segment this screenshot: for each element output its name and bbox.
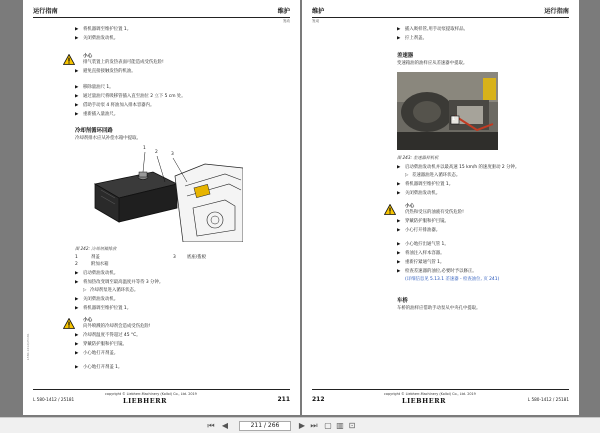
step-text: 关闭柴油发动机。 (405, 191, 441, 196)
bullet-arrow: ▶ (397, 219, 401, 224)
prev-page-icon[interactable]: ◀ (221, 421, 229, 430)
legend-num: 2 (75, 262, 78, 267)
warning-bullet: 小心打开排油器。 (405, 228, 441, 233)
single-page-view-icon[interactable]: ▢ (324, 421, 332, 430)
page-indicator[interactable] (239, 421, 291, 431)
pdf-toolbar (0, 417, 600, 433)
header-section: 维护 (277, 8, 290, 15)
two-page-view-icon[interactable]: ▥ (336, 421, 344, 430)
legend-label: 底座/拨板 (187, 255, 207, 260)
step-text: 重新拧紧通气管 1。 (405, 260, 445, 265)
legend-label: 剂盖 (91, 255, 100, 260)
bullet-arrow: ▶ (75, 306, 79, 311)
step-text: 检查差速器的油位,必要时予以修正。 (405, 269, 477, 274)
page-right (302, 0, 579, 415)
copyright: copyright © Liebherr-Machinery (Kolloi) Co., Ltd. 2019 (105, 392, 197, 396)
last-page-icon[interactable]: ⏭ (310, 421, 318, 430)
bullet-arrow: ▶ (75, 69, 79, 74)
step-text: 将油注入样本容器。 (405, 251, 445, 256)
page-left (23, 0, 300, 415)
next-page-icon[interactable]: ▶ (298, 421, 306, 430)
differential-photo (397, 72, 498, 150)
header-sub: 发动 (312, 19, 320, 23)
warning-label: 小心 (83, 54, 93, 59)
step-text: 将机器调至维护位置 1。 (83, 27, 132, 32)
legend-num: 1 (75, 255, 78, 260)
bullet-arrow: ▶ (397, 191, 401, 196)
step-text: 将机器调至维护位置 1。 (83, 306, 132, 311)
bullet-arrow: ▶ (75, 365, 79, 370)
figure-caption: 图 242: 冷却剂箱排放 (75, 246, 117, 251)
step-text: 移除量油尺 1。 (83, 85, 114, 90)
copyright: copyright © Liebherr-Machinery (Kolloi) Co., Ltd. 2019 (384, 392, 476, 396)
warning-text: 向外喷溅的冷却剂会造成受伤危险! (83, 324, 151, 329)
coolant-tank-figure (75, 146, 243, 242)
bullet-arrow: ▶ (75, 351, 79, 356)
bullet-arrow: ▶ (397, 36, 401, 41)
step-result: 差速器油进入循环状态。 (412, 173, 461, 178)
bullet-arrow: ▶ (397, 242, 401, 247)
page-number: 212 (312, 396, 325, 403)
total-pages: / 266 (263, 422, 280, 429)
bullet-arrow: ▶ (75, 271, 79, 276)
section-title: 冷却剂循环回路 (75, 128, 113, 134)
section-text: 车桥的油样应借助手动泵从中央孔中提取。 (397, 306, 481, 311)
section-title: 车桥 (397, 298, 408, 304)
warning-label: 小心 (83, 318, 93, 323)
photo-callout-1: 1 (452, 117, 456, 122)
bullet-arrow: ▶ (75, 333, 79, 338)
step-text: 关闭柴油发动机。 (83, 36, 119, 41)
bullet-arrow: ▶ (397, 251, 401, 256)
bullet-arrow: ▶ (397, 228, 401, 233)
step-text: 插入吸样管,用手动泵提取样品。 (405, 27, 468, 32)
warning-bullet: 小心地打开剂盖。 (83, 351, 119, 356)
cross-reference-link[interactable]: (详细信息见 5.13.1 差速器 - 检查油位, 页 241) (405, 277, 500, 282)
bullet-arrow: ▶ (75, 280, 79, 285)
warning-triangle-icon (63, 54, 75, 65)
step-text: 小心地打开剂盖 1。 (83, 365, 123, 370)
warning-label: 小心 (405, 204, 415, 209)
bullet-arrow: ▶ (397, 27, 401, 32)
header-chapter: 运行指南 (33, 8, 58, 15)
bullet-arrow: ▶ (397, 165, 401, 170)
callout-1: 1 (143, 146, 146, 151)
current-page[interactable]: 211 (250, 422, 263, 429)
step-text: 重新插入量油尺。 (83, 112, 119, 117)
result-marker: ▷ (83, 288, 87, 293)
fit-page-icon[interactable]: ⊡ (348, 421, 356, 430)
doc-number: L 580-1412 / 25181 (33, 397, 75, 402)
header-sub: 发动 (282, 19, 290, 23)
bullet-arrow: ▶ (397, 182, 401, 187)
result-marker: ▷ (405, 173, 409, 178)
warning-bullet: 冷却剂温度不得超过 45 °C。 (83, 333, 141, 338)
warning-bullet: 穿戴防护服和护目镜。 (83, 342, 127, 347)
liebherr-logo: LIEBHERR (123, 397, 168, 405)
warning-triangle-icon (384, 204, 396, 215)
warning-bullet: 避免直接接触发热的机油。 (83, 69, 136, 74)
section-intro: 冷却剂排水应从补偿水箱中提取。 (75, 136, 141, 141)
step-text: 关闭柴油发动机。 (83, 297, 119, 302)
bullet-arrow: ▶ (75, 85, 79, 90)
liebherr-logo: LIEBHERR (402, 397, 447, 405)
bullet-arrow: ▶ (75, 342, 79, 347)
bullet-arrow: ▶ (75, 112, 79, 117)
legend-label: 附加水箱 (91, 262, 109, 267)
step-text: 小心地拧出通气管 1。 (405, 242, 449, 247)
side-doc-code: L580-1412/25181 (26, 333, 30, 360)
header-section: 维护 (312, 8, 325, 15)
footer-rule (312, 389, 569, 390)
header-chapter: 运行指南 (544, 8, 569, 15)
page-header (312, 4, 569, 23)
section-title: 差速器 (397, 53, 414, 59)
section-intro: 变速箱油的油样应从差速器中提取。 (397, 61, 468, 66)
figure-caption: 图 243: 差速器样机机 (397, 155, 439, 160)
warning-text: 排气装置上的发热表面可能造成受伤危险! (83, 60, 164, 65)
step-text: 借助手动泵 4 将油加入排本容器内。 (83, 103, 155, 108)
footer-rule (33, 389, 290, 390)
step-text: 将加热改变调至最高温度并等待 3 分钟。 (83, 280, 164, 285)
bullet-arrow: ▶ (75, 94, 79, 99)
bullet-arrow: ▶ (75, 27, 79, 32)
step-text: 启动柴油发动机。 (83, 271, 119, 276)
warning-text: 仍热和受压的油液有受伤危险! (405, 210, 464, 215)
page-header (33, 4, 290, 23)
bullet-arrow: ▶ (75, 297, 79, 302)
step-text: 拧上剂盖。 (405, 36, 427, 41)
callout-3: 3 (171, 152, 174, 157)
bullet-arrow: ▶ (75, 103, 79, 108)
callout-2: 2 (155, 150, 158, 155)
bullet-arrow: ▶ (75, 36, 79, 41)
step-text: 通过量油尺将吸移管插入直至油位 2 立下 5 cm 处。 (83, 94, 186, 99)
step-text: 启动柴油发动机并以最高速 15 km/h 的速度驱动 2 分钟。 (405, 165, 520, 170)
step-text: 将机器调至维护位置 1。 (405, 182, 454, 187)
bullet-arrow: ▶ (397, 260, 401, 265)
bullet-arrow: ▶ (397, 269, 401, 274)
step-result: 冷却剂泵进入循环状态。 (90, 288, 139, 293)
first-page-icon[interactable]: ⏮ (207, 421, 215, 430)
warning-bullet: 穿戴防护服和护目镜。 (405, 219, 449, 224)
warning-triangle-icon (63, 318, 75, 329)
legend-num: 3 (173, 255, 176, 260)
page-number: 211 (277, 396, 290, 403)
doc-number: L 580-1412 / 25181 (527, 397, 569, 402)
